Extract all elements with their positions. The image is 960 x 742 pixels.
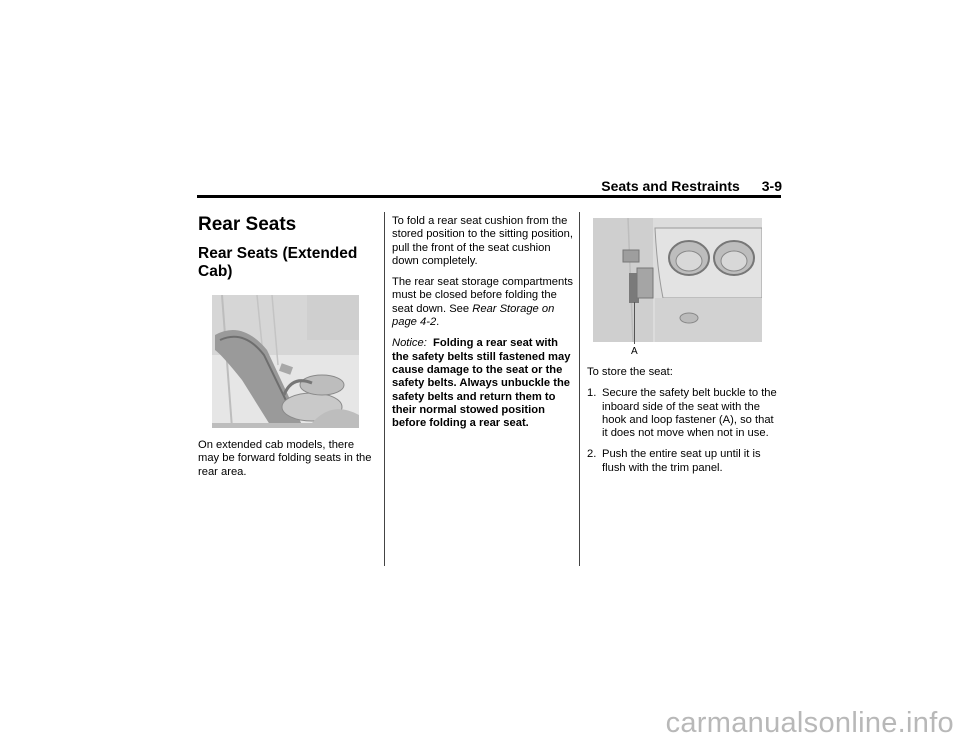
notice-block (392, 337, 574, 430)
header-rule (197, 195, 781, 198)
left-body-text (198, 439, 374, 487)
step-text: Push the entire seat up until it is flush with the trim panel. (602, 448, 761, 474)
step-number: 1. (587, 387, 597, 400)
steps-list (587, 387, 777, 475)
column-divider-1 (384, 212, 385, 566)
section-name: Seats and Restraints (601, 178, 740, 194)
left-paragraph: On extended cab models, there may be forward folding seats in the rear area. (198, 439, 372, 478)
step-item (587, 448, 777, 475)
right-intro: To store the seat: (587, 366, 673, 378)
notice-label: Notice: (392, 337, 427, 350)
cross-reference-link[interactable]: Rear Storage on page 4-2 (392, 302, 555, 329)
para2-end: . (436, 316, 440, 329)
notice-text: Folding a rear seat with the safety belts still fastened may cause damage to the seat or the safety belts. Always unbuckle the safety belts and return them to their normal stowed position before folding a rear seat. (392, 337, 571, 430)
middle-paragraph-1: To fold a rear seat cushion from the stored position to the sitting position, pull the front of the seat cushion down completely. (392, 215, 573, 267)
page-number: 3-9 (761, 178, 782, 194)
step-item (587, 387, 777, 440)
figure-callout-label: A (631, 346, 638, 357)
rear-seat-figure (212, 295, 359, 428)
subsection-title: Rear Seats (Extended Cab) (198, 245, 358, 280)
step-number: 2. (587, 448, 597, 461)
step-text: Secure the safety belt buckle to the inboard side of the seat with the hook and loop fastener (A), so that it does not move when not in use. (602, 387, 777, 440)
figure-callout-line (634, 302, 635, 344)
right-column (587, 366, 777, 483)
section-title: Rear Seats (198, 214, 297, 235)
safety-belt-figure (593, 218, 762, 342)
watermark: carmanualsonline.info (665, 707, 954, 739)
para2-text: The rear seat storage compartments must be closed before folding the seat down. See (392, 276, 573, 315)
middle-paragraph-2 (392, 276, 574, 329)
column-divider-2 (579, 212, 580, 566)
middle-column (392, 215, 574, 438)
page-header-title (520, 178, 782, 194)
